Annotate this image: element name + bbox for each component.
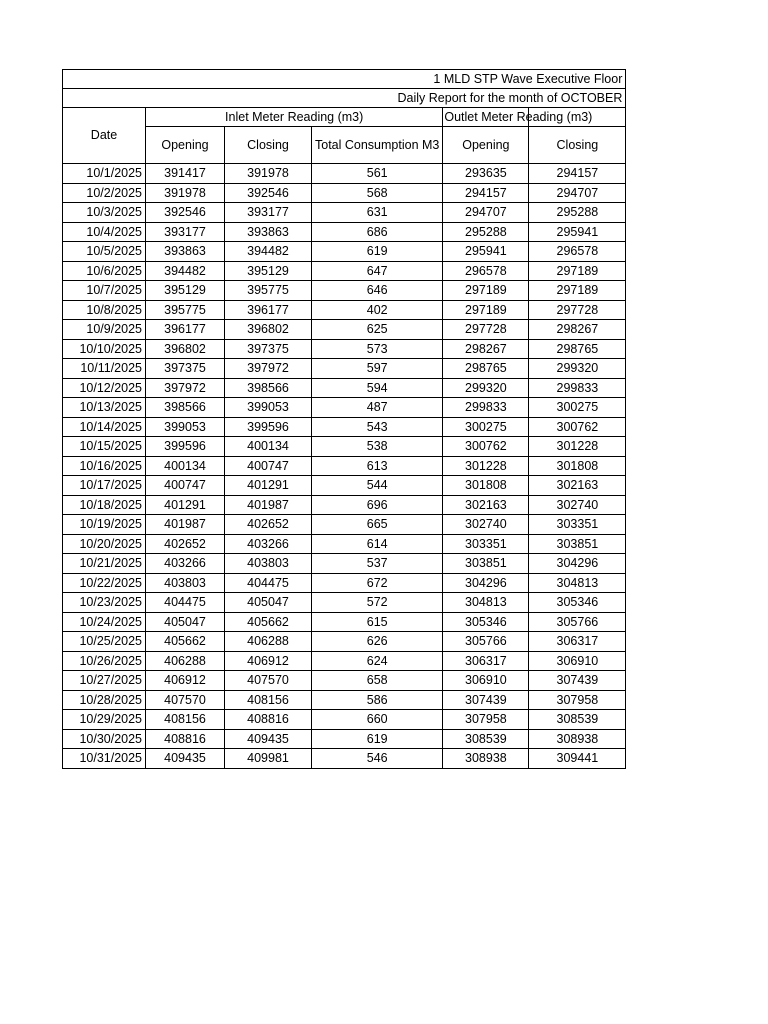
cell-outlet-closing: 303851 [529, 534, 626, 554]
cell-date: 10/22/2025 [63, 573, 146, 593]
cell-inlet-opening: 404475 [146, 593, 225, 613]
cell-date: 10/6/2025 [63, 261, 146, 281]
cell-date: 10/26/2025 [63, 651, 146, 671]
table-row [63, 359, 626, 379]
cell-outlet-closing: 300275 [529, 398, 626, 418]
cell-inlet-closing: 409981 [225, 749, 312, 769]
cell-total-consumption: 658 [312, 671, 443, 691]
cell-outlet-opening: 303351 [443, 534, 529, 554]
cell-outlet-opening: 305766 [443, 632, 529, 652]
cell-outlet-closing: 305766 [529, 612, 626, 632]
cell-outlet-closing: 297189 [529, 281, 626, 301]
cell-inlet-opening: 408816 [146, 729, 225, 749]
column-header-inlet-opening: Opening [146, 127, 225, 164]
cell-outlet-opening: 300762 [443, 437, 529, 457]
cell-inlet-closing: 393863 [225, 222, 312, 242]
cell-outlet-closing: 295941 [529, 222, 626, 242]
cell-inlet-opening: 398566 [146, 398, 225, 418]
cell-total-consumption: 686 [312, 222, 443, 242]
cell-date: 10/23/2025 [63, 593, 146, 613]
cell-total-consumption: 544 [312, 476, 443, 496]
cell-total-consumption: 572 [312, 593, 443, 613]
cell-outlet-closing: 294707 [529, 183, 626, 203]
cell-inlet-opening: 397375 [146, 359, 225, 379]
cell-total-consumption: 586 [312, 690, 443, 710]
table-row [63, 690, 626, 710]
cell-inlet-opening: 400747 [146, 476, 225, 496]
cell-date: 10/12/2025 [63, 378, 146, 398]
cell-date: 10/31/2025 [63, 749, 146, 769]
cell-total-consumption: 537 [312, 554, 443, 574]
cell-outlet-opening: 295941 [443, 242, 529, 262]
cell-date: 10/16/2025 [63, 456, 146, 476]
cell-outlet-opening: 301808 [443, 476, 529, 496]
cell-outlet-opening: 307958 [443, 710, 529, 730]
cell-outlet-closing: 305346 [529, 593, 626, 613]
cell-inlet-opening: 399596 [146, 437, 225, 457]
cell-date: 10/25/2025 [63, 632, 146, 652]
cell-outlet-closing: 302740 [529, 495, 626, 515]
cell-date: 10/10/2025 [63, 339, 146, 359]
cell-total-consumption: 614 [312, 534, 443, 554]
cell-outlet-opening: 308539 [443, 729, 529, 749]
cell-outlet-opening: 298765 [443, 359, 529, 379]
cell-inlet-closing: 391978 [225, 164, 312, 184]
cell-inlet-closing: 395129 [225, 261, 312, 281]
cell-date: 10/17/2025 [63, 476, 146, 496]
cell-inlet-closing: 393177 [225, 203, 312, 223]
cell-inlet-closing: 408816 [225, 710, 312, 730]
column-header-total-consumption: Total Consumption M3 [312, 127, 443, 164]
cell-inlet-closing: 402652 [225, 515, 312, 535]
cell-total-consumption: 543 [312, 417, 443, 437]
cell-date: 10/13/2025 [63, 398, 146, 418]
cell-total-consumption: 660 [312, 710, 443, 730]
cell-outlet-opening: 299833 [443, 398, 529, 418]
table-row [63, 183, 626, 203]
cell-inlet-closing: 392546 [225, 183, 312, 203]
cell-total-consumption: 646 [312, 281, 443, 301]
table-row [63, 671, 626, 691]
cell-outlet-opening: 293635 [443, 164, 529, 184]
cell-outlet-opening: 296578 [443, 261, 529, 281]
cell-inlet-closing: 408156 [225, 690, 312, 710]
cell-outlet-opening: 306317 [443, 651, 529, 671]
inlet-meter-group-header: Inlet Meter Reading (m3) [146, 108, 443, 127]
cell-outlet-closing: 307439 [529, 671, 626, 691]
cell-total-consumption: 546 [312, 749, 443, 769]
cell-outlet-closing: 297728 [529, 300, 626, 320]
cell-outlet-closing: 301808 [529, 456, 626, 476]
cell-date: 10/1/2025 [63, 164, 146, 184]
table-row [63, 261, 626, 281]
column-header-outlet-opening: Opening [443, 127, 529, 164]
cell-inlet-closing: 406912 [225, 651, 312, 671]
cell-inlet-opening: 395775 [146, 300, 225, 320]
cell-inlet-closing: 401987 [225, 495, 312, 515]
cell-total-consumption: 672 [312, 573, 443, 593]
cell-date: 10/21/2025 [63, 554, 146, 574]
cell-total-consumption: 665 [312, 515, 443, 535]
table-row [63, 593, 626, 613]
cell-inlet-opening: 391417 [146, 164, 225, 184]
cell-inlet-opening: 395129 [146, 281, 225, 301]
cell-outlet-closing: 304296 [529, 554, 626, 574]
cell-outlet-closing: 299320 [529, 359, 626, 379]
table-row [63, 515, 626, 535]
table-row [63, 710, 626, 730]
cell-total-consumption: 625 [312, 320, 443, 340]
table-row [63, 749, 626, 769]
cell-date: 10/30/2025 [63, 729, 146, 749]
outlet-meter-group-label: Outlet Meter Reading (m3) [444, 109, 593, 124]
column-header-outlet-closing: Closing [529, 127, 626, 164]
cell-inlet-opening: 397972 [146, 378, 225, 398]
cell-inlet-opening: 406288 [146, 651, 225, 671]
table-row [63, 729, 626, 749]
cell-inlet-opening: 396802 [146, 339, 225, 359]
cell-outlet-opening: 305346 [443, 612, 529, 632]
cell-outlet-opening: 294157 [443, 183, 529, 203]
cell-total-consumption: 568 [312, 183, 443, 203]
table-row [63, 398, 626, 418]
cell-date: 10/14/2025 [63, 417, 146, 437]
cell-inlet-closing: 405047 [225, 593, 312, 613]
cell-total-consumption: 619 [312, 729, 443, 749]
cell-total-consumption: 594 [312, 378, 443, 398]
cell-outlet-opening: 297189 [443, 300, 529, 320]
cell-inlet-opening: 403803 [146, 573, 225, 593]
column-header-date: Date [63, 108, 146, 164]
cell-inlet-closing: 398566 [225, 378, 312, 398]
table-row [63, 320, 626, 340]
cell-total-consumption: 597 [312, 359, 443, 379]
cell-date: 10/28/2025 [63, 690, 146, 710]
cell-inlet-closing: 399053 [225, 398, 312, 418]
cell-outlet-closing: 296578 [529, 242, 626, 262]
cell-total-consumption: 624 [312, 651, 443, 671]
cell-date: 10/3/2025 [63, 203, 146, 223]
cell-outlet-opening: 304813 [443, 593, 529, 613]
cell-inlet-closing: 400134 [225, 437, 312, 457]
cell-inlet-opening: 401291 [146, 495, 225, 515]
cell-outlet-closing: 303351 [529, 515, 626, 535]
cell-total-consumption: 538 [312, 437, 443, 457]
cell-date: 10/5/2025 [63, 242, 146, 262]
cell-outlet-closing: 298765 [529, 339, 626, 359]
cell-outlet-opening: 302740 [443, 515, 529, 535]
cell-outlet-closing: 308938 [529, 729, 626, 749]
cell-date: 10/29/2025 [63, 710, 146, 730]
table-row [63, 417, 626, 437]
cell-inlet-opening: 401987 [146, 515, 225, 535]
cell-outlet-closing: 306317 [529, 632, 626, 652]
cell-outlet-closing: 309441 [529, 749, 626, 769]
cell-inlet-opening: 402652 [146, 534, 225, 554]
cell-date: 10/27/2025 [63, 671, 146, 691]
cell-outlet-closing: 300762 [529, 417, 626, 437]
table-row [63, 456, 626, 476]
cell-total-consumption: 487 [312, 398, 443, 418]
cell-inlet-opening: 403266 [146, 554, 225, 574]
cell-inlet-opening: 407570 [146, 690, 225, 710]
cell-outlet-closing: 304813 [529, 573, 626, 593]
cell-outlet-opening: 306910 [443, 671, 529, 691]
cell-inlet-opening: 392546 [146, 203, 225, 223]
cell-inlet-closing: 403803 [225, 554, 312, 574]
cell-date: 10/2/2025 [63, 183, 146, 203]
table-row [63, 281, 626, 301]
cell-inlet-opening: 405047 [146, 612, 225, 632]
table-row [63, 242, 626, 262]
cell-outlet-opening: 304296 [443, 573, 529, 593]
cell-inlet-opening: 400134 [146, 456, 225, 476]
cell-total-consumption: 619 [312, 242, 443, 262]
report-subtitle: Daily Report for the month of OCTOBER [63, 89, 626, 108]
cell-total-consumption: 626 [312, 632, 443, 652]
cell-outlet-opening: 297189 [443, 281, 529, 301]
cell-date: 10/15/2025 [63, 437, 146, 457]
table-row [63, 300, 626, 320]
cell-inlet-closing: 394482 [225, 242, 312, 262]
table-row [63, 164, 626, 184]
cell-inlet-opening: 393863 [146, 242, 225, 262]
cell-inlet-opening: 406912 [146, 671, 225, 691]
table-row [63, 632, 626, 652]
table-row [63, 339, 626, 359]
cell-inlet-opening: 396177 [146, 320, 225, 340]
cell-inlet-closing: 406288 [225, 632, 312, 652]
cell-outlet-closing: 302163 [529, 476, 626, 496]
cell-total-consumption: 696 [312, 495, 443, 515]
cell-date: 10/20/2025 [63, 534, 146, 554]
cell-date: 10/4/2025 [63, 222, 146, 242]
cell-inlet-opening: 391978 [146, 183, 225, 203]
cell-total-consumption: 561 [312, 164, 443, 184]
cell-inlet-closing: 399596 [225, 417, 312, 437]
table-row [63, 534, 626, 554]
cell-inlet-closing: 400747 [225, 456, 312, 476]
cell-date: 10/24/2025 [63, 612, 146, 632]
cell-date: 10/11/2025 [63, 359, 146, 379]
cell-outlet-opening: 298267 [443, 339, 529, 359]
cell-outlet-closing: 295288 [529, 203, 626, 223]
cell-date: 10/8/2025 [63, 300, 146, 320]
cell-outlet-opening: 302163 [443, 495, 529, 515]
table-row [63, 378, 626, 398]
cell-outlet-opening: 299320 [443, 378, 529, 398]
cell-date: 10/18/2025 [63, 495, 146, 515]
cell-total-consumption: 573 [312, 339, 443, 359]
cell-inlet-closing: 396802 [225, 320, 312, 340]
outlet-meter-group-header [443, 108, 593, 127]
cell-inlet-closing: 409435 [225, 729, 312, 749]
cell-inlet-closing: 397972 [225, 359, 312, 379]
cell-total-consumption: 631 [312, 203, 443, 223]
cell-inlet-closing: 395775 [225, 281, 312, 301]
cell-inlet-opening: 409435 [146, 749, 225, 769]
cell-outlet-closing: 306910 [529, 651, 626, 671]
table-row [63, 222, 626, 242]
cell-outlet-opening: 295288 [443, 222, 529, 242]
cell-inlet-closing: 407570 [225, 671, 312, 691]
cell-outlet-closing: 294157 [529, 164, 626, 184]
cell-outlet-opening: 300275 [443, 417, 529, 437]
cell-outlet-opening: 294707 [443, 203, 529, 223]
column-header-inlet-closing: Closing [225, 127, 312, 164]
daily-report-table [62, 69, 626, 769]
table-row [63, 651, 626, 671]
cell-outlet-opening: 297728 [443, 320, 529, 340]
cell-inlet-closing: 397375 [225, 339, 312, 359]
cell-outlet-closing: 299833 [529, 378, 626, 398]
table-row [63, 573, 626, 593]
cell-outlet-opening: 308938 [443, 749, 529, 769]
cell-date: 10/7/2025 [63, 281, 146, 301]
cell-date: 10/9/2025 [63, 320, 146, 340]
cell-outlet-closing: 301228 [529, 437, 626, 457]
table-row [63, 437, 626, 457]
cell-total-consumption: 613 [312, 456, 443, 476]
table-row [63, 554, 626, 574]
cell-total-consumption: 647 [312, 261, 443, 281]
table-row [63, 495, 626, 515]
table-row [63, 203, 626, 223]
cell-inlet-opening: 394482 [146, 261, 225, 281]
cell-inlet-opening: 393177 [146, 222, 225, 242]
cell-inlet-closing: 403266 [225, 534, 312, 554]
cell-inlet-opening: 408156 [146, 710, 225, 730]
cell-inlet-closing: 405662 [225, 612, 312, 632]
cell-outlet-closing: 298267 [529, 320, 626, 340]
cell-outlet-opening: 303851 [443, 554, 529, 574]
cell-outlet-closing: 297189 [529, 261, 626, 281]
cell-inlet-closing: 401291 [225, 476, 312, 496]
cell-outlet-closing: 308539 [529, 710, 626, 730]
cell-inlet-opening: 399053 [146, 417, 225, 437]
cell-total-consumption: 615 [312, 612, 443, 632]
report-title: 1 MLD STP Wave Executive Floor [63, 70, 626, 89]
cell-outlet-opening: 301228 [443, 456, 529, 476]
cell-date: 10/19/2025 [63, 515, 146, 535]
table-row [63, 476, 626, 496]
cell-inlet-closing: 404475 [225, 573, 312, 593]
cell-total-consumption: 402 [312, 300, 443, 320]
cell-outlet-opening: 307439 [443, 690, 529, 710]
table-row [63, 612, 626, 632]
cell-inlet-closing: 396177 [225, 300, 312, 320]
cell-outlet-closing: 307958 [529, 690, 626, 710]
cell-inlet-opening: 405662 [146, 632, 225, 652]
